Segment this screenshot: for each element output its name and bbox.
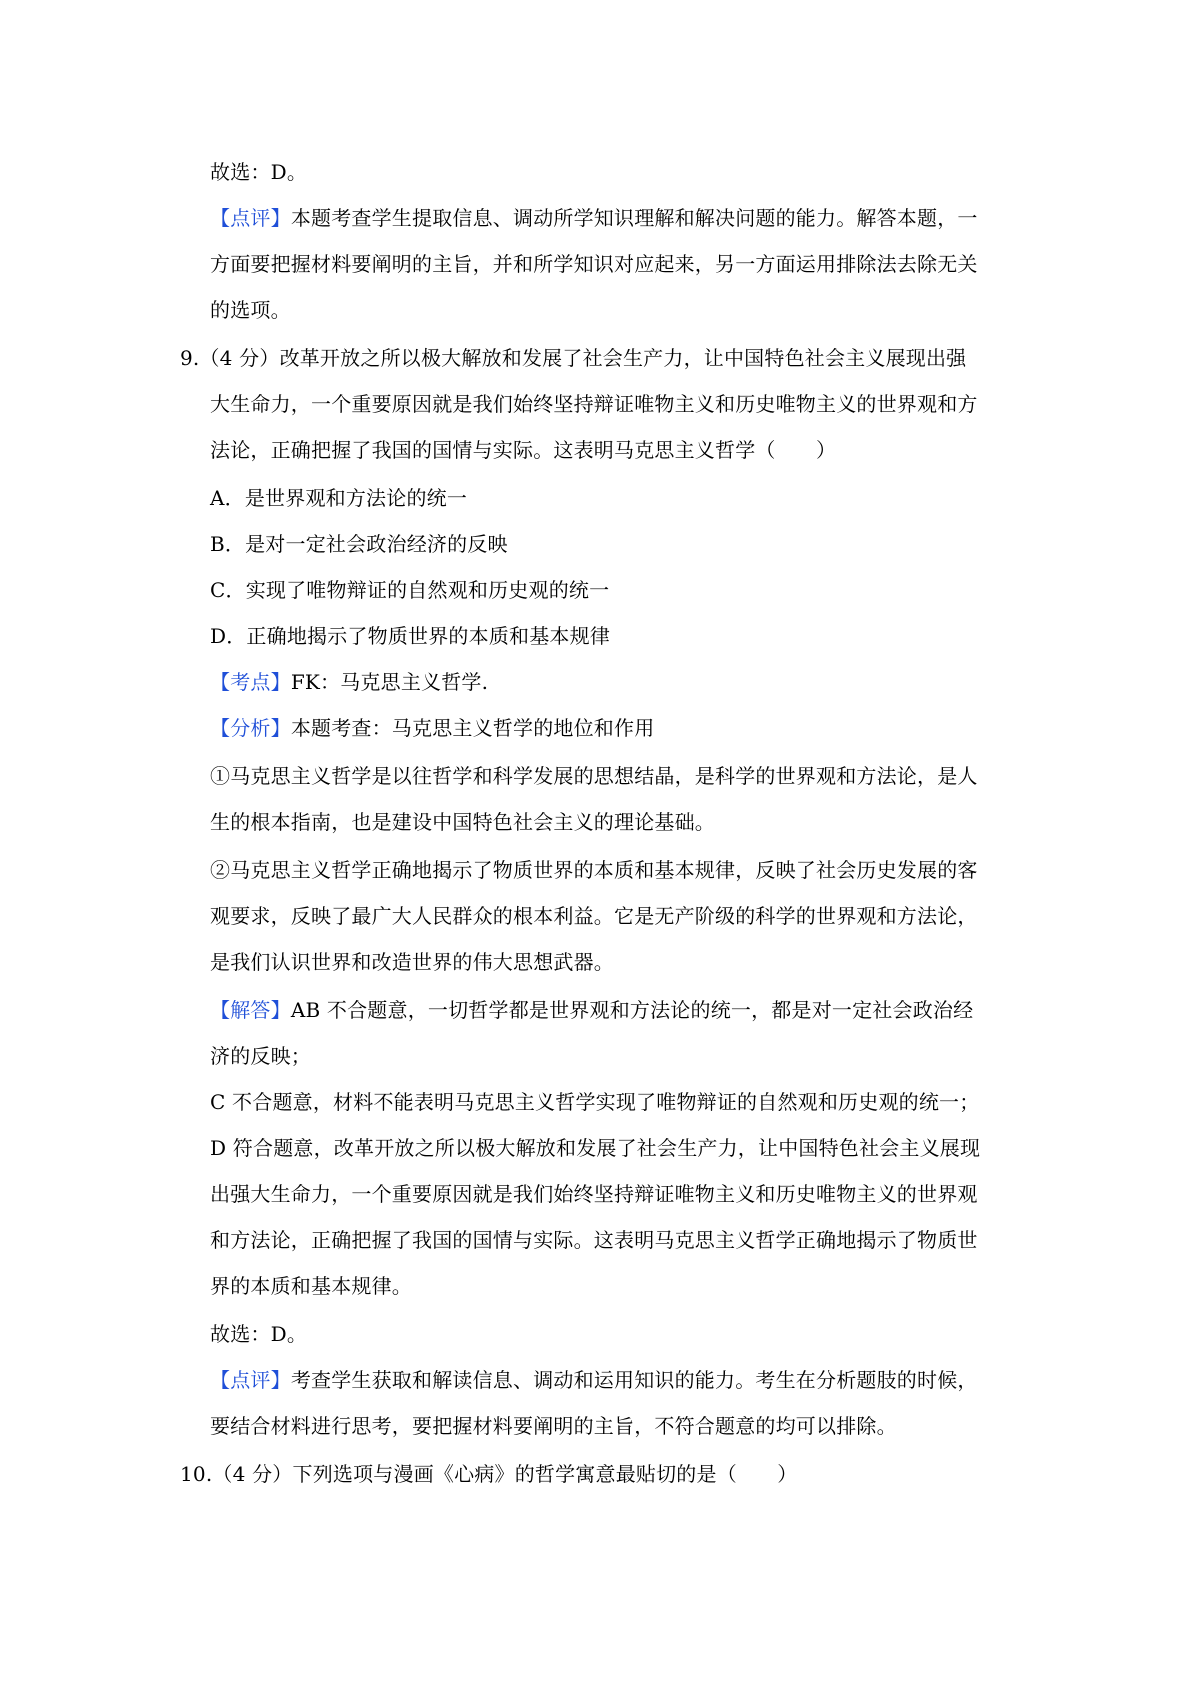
- exam-point-line: 【考点】FK：马克思主义哲学.: [210, 670, 489, 694]
- text-line: 要结合材料进行思考，要把握材料要阐明的主旨，不符合题意的均可以排除。: [210, 1414, 897, 1438]
- text-line: 观要求，反映了最广大人民群众的根本利益。它是无产阶级的科学的世界观和方法论，: [210, 904, 978, 928]
- option-d: D．正确地揭示了物质世界的本质和基本规律: [210, 624, 611, 648]
- text-line: C 不合题意，材料不能表明马克思主义哲学实现了唯物辩证的自然观和历史观的统一；: [210, 1090, 980, 1114]
- answer-line: 【解答】AB 不合题意，一切哲学都是世界观和方法论的统一，都是对一定社会政治经: [210, 998, 974, 1022]
- text-line: ①马克思主义哲学是以往哲学和科学发展的思想结晶，是科学的世界观和方法论，是人: [210, 764, 978, 788]
- comment-line: 【点评】本题考查学生提取信息、调动所学知识理解和解决问题的能力。解答本题，一: [210, 206, 978, 230]
- text-line: 和方法论，正确把握了我国的国情与实际。这表明马克思主义哲学正确地揭示了物质世: [210, 1228, 978, 1252]
- text-line: D 符合题意，改革开放之所以极大解放和发展了社会生产力，让中国特色社会主义展现: [210, 1136, 981, 1160]
- option-a: A．是世界观和方法论的统一: [210, 486, 468, 510]
- option-b: B．是对一定社会政治经济的反映: [210, 532, 508, 556]
- text-line: 法论，正确把握了我国的国情与实际。这表明马克思主义哲学（ ）: [210, 438, 837, 462]
- answer-tag: 【解答】: [210, 998, 291, 1022]
- text-line: 济的反映；: [210, 1044, 311, 1068]
- question-9-stem: 9.（4 分）改革开放之所以极大解放和发展了社会生产力，让中国特色社会主义展现出强: [180, 346, 967, 370]
- option-c: C．实现了唯物辩证的自然观和历史观的统一: [210, 578, 610, 602]
- text-line: 界的本质和基本规律。: [210, 1274, 412, 1298]
- analysis-tag: 【分析】: [210, 716, 291, 740]
- text-line: 方面要把握材料要阐明的主旨，并和所学知识对应起来，另一方面运用排除法去除无关: [210, 252, 978, 276]
- analysis-line: 【分析】本题考查：马克思主义哲学的地位和作用: [210, 716, 655, 740]
- text-line: 故选：D。: [210, 1322, 308, 1346]
- text-line: 生的根本指南，也是建设中国特色社会主义的理论基础。: [210, 810, 715, 834]
- text-line: ②马克思主义哲学正确地揭示了物质世界的本质和基本规律，反映了社会历史发展的客: [210, 858, 978, 882]
- text-line: 是我们认识世界和改造世界的伟大思想武器。: [210, 950, 614, 974]
- comment-tag: 【点评】: [210, 206, 291, 230]
- comment-tag: 【点评】: [210, 1368, 291, 1392]
- comment-line: 【点评】考查学生获取和解读信息、调动和运用知识的能力。考生在分析题肢的时候，: [210, 1368, 978, 1392]
- text-line: 的选项。: [210, 298, 291, 322]
- question-10-stem: 10.（4 分）下列选项与漫画《心病》的哲学寓意最贴切的是（ ）: [180, 1462, 798, 1486]
- exam-point-tag: 【考点】: [210, 670, 291, 694]
- text-line: 大生命力，一个重要原因就是我们始终坚持辩证唯物主义和历史唯物主义的世界观和方: [210, 392, 978, 416]
- text-line: 出强大生命力，一个重要原因就是我们始终坚持辩证唯物主义和历史唯物主义的世界观: [210, 1182, 978, 1206]
- text-line: 故选：D。: [210, 160, 308, 184]
